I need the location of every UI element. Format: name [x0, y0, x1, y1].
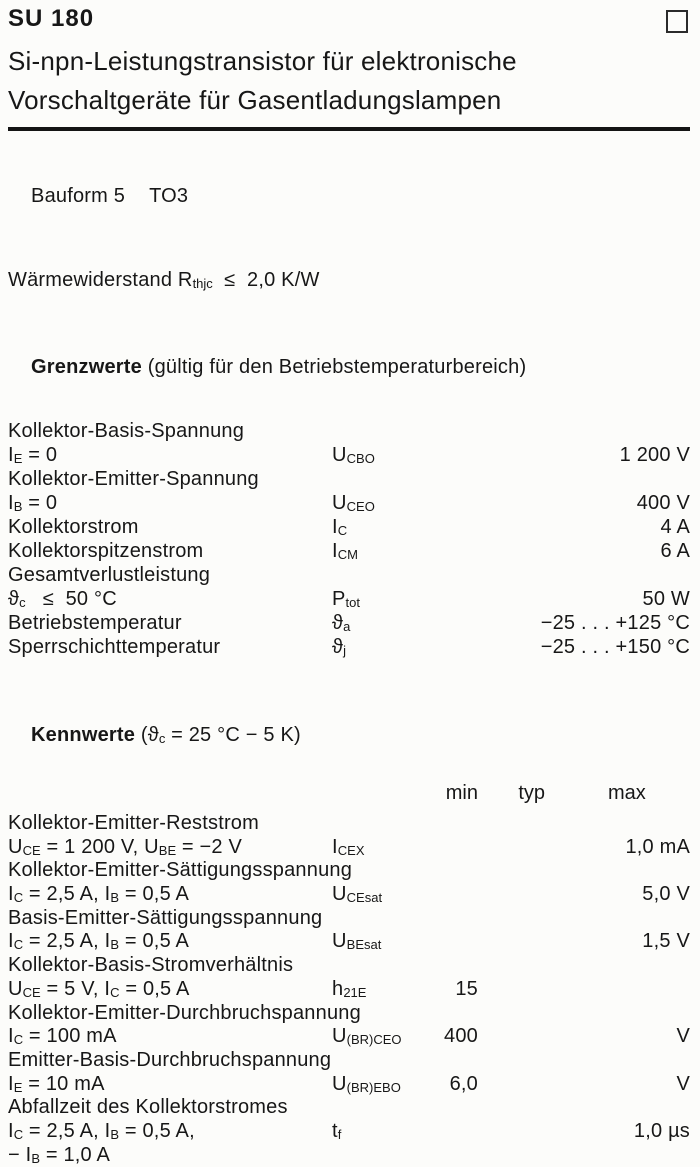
- table-row: [8, 978, 690, 1002]
- row-label: $I_B = 0$: [8, 492, 58, 514]
- row-label: $ϑ_c \le 50$ °C: [8, 588, 117, 610]
- row-value: 1,0 mA: [625, 835, 690, 858]
- table-row: [8, 859, 690, 883]
- row-min: 15: [455, 977, 478, 1000]
- table-row: [8, 836, 690, 860]
- table-row: [8, 587, 690, 611]
- row-value: 1 200 V: [619, 444, 690, 466]
- page-title: SU 180: [8, 5, 95, 32]
- row-label: Kollektor-Basis-Spannung: [8, 420, 245, 442]
- kennwerte-condition: ($ϑ_c = 25$ °C − 5 K): [135, 724, 301, 746]
- row-label: $I_E = 0$: [8, 444, 58, 466]
- case-label: TO3: [149, 185, 189, 207]
- row-symbol: $U_{(BR)CEO}$: [332, 1025, 402, 1048]
- row-symbol: $I_C$: [332, 516, 348, 538]
- row-value: 6 A: [660, 540, 690, 562]
- grenzwerte-heading: [8, 328, 690, 406]
- header: [8, 4, 690, 38]
- row-value: 5,0 V: [642, 883, 690, 906]
- table-row: [8, 954, 690, 978]
- table-row: [8, 1049, 690, 1073]
- row-label: Kollektor-Emitter-Durchbruchspannung: [8, 1001, 361, 1024]
- row-symbol: $U_{(BR)EBO}$: [332, 1072, 401, 1095]
- grenzwerte-table: [8, 419, 690, 659]
- grenzwerte-title: Grenzwerte: [31, 356, 142, 378]
- row-label: Kollektor-Emitter-Spannung: [8, 468, 259, 490]
- column-header-min: min: [445, 782, 478, 804]
- row-label: Betriebstemperatur: [8, 612, 182, 634]
- table-row: [8, 563, 690, 587]
- grenzwerte-title-note: (gültig für den Betriebstemperaturbereich): [141, 356, 527, 378]
- subtitle-line-2: Vorschaltgeräte für Gasentladungslampen: [8, 85, 502, 115]
- row-label: Kollektor-Emitter-Reststrom: [8, 812, 259, 834]
- row-value: 1,5 V: [642, 930, 690, 953]
- row-label: Basis-Emitter-Sättigungsspannung: [8, 906, 323, 929]
- row-symbol: $ϑ_j$: [332, 636, 347, 658]
- table-row: [8, 1025, 690, 1049]
- kennwerte-columns-header: [8, 782, 690, 804]
- row-min: 400: [444, 1025, 478, 1048]
- table-row: [8, 883, 690, 907]
- row-label: Gesamtverlustleistung: [8, 564, 211, 586]
- row-label: $I_E = 10$ mA: [8, 1072, 105, 1095]
- row-label: $I_C = 2,5$ A, $I_B = 0,5$ A,: [8, 1119, 195, 1142]
- row-label: $U_{CE} = 5$ V, $I_C = 0,5$ A: [8, 977, 190, 1000]
- column-header-typ: typ: [518, 782, 545, 804]
- table-row: [8, 1073, 690, 1097]
- row-label: $I_C = 2,5$ A, $I_B = 0,5$ A: [8, 883, 190, 906]
- row-symbol: $I_{CEX}$: [332, 835, 365, 858]
- column-header-max: max: [608, 782, 646, 804]
- row-symbol: $U_{BEsat}$: [332, 930, 382, 953]
- row-value: −25 . . . +125 °C: [540, 612, 690, 634]
- row-value: −25 . . . +150 °C: [540, 636, 690, 658]
- table-row: [8, 907, 690, 931]
- table-row: [8, 812, 690, 836]
- table-row: [8, 539, 690, 563]
- row-value: 400 V: [636, 492, 690, 514]
- table-row: [8, 930, 690, 954]
- row-label: Kollektor-Basis-Stromverhältnis: [8, 954, 294, 977]
- divider-rule: [8, 127, 690, 131]
- row-label: $U_{CE} = 1$ 200 V, $U_{BE} = -2$ V: [8, 835, 243, 858]
- row-label: Sperrschichttemperatur: [8, 636, 221, 658]
- kennwerte-table: [8, 812, 690, 1167]
- table-row: [8, 419, 690, 443]
- row-label: Kollektorstrom: [8, 516, 139, 538]
- corner-square-icon: [666, 10, 688, 33]
- subtitle-line-1: Si-npn-Leistungstransistor für elektronische: [8, 46, 517, 76]
- table-row: [8, 1144, 690, 1167]
- row-symbol: $t_f$: [332, 1119, 342, 1142]
- table-row: [8, 1002, 690, 1026]
- row-symbol: $I_{CM}$: [332, 540, 358, 562]
- row-symbol: $h_{21E}$: [332, 977, 367, 1000]
- bauform-label: Bauform 5: [31, 185, 126, 207]
- table-row: [8, 443, 690, 467]
- kennwerte-title: Kennwerte: [31, 724, 136, 746]
- thermal-resistance-note: Wärmewiderstand $R_{thjc} \le 2,0$ K/W: [8, 269, 320, 291]
- row-label: − $I_B = 1,0$ A: [8, 1143, 111, 1166]
- row-label: Emitter-Basis-Durchbruchspannung: [8, 1048, 332, 1071]
- row-symbol: $P_{tot}$: [332, 588, 361, 610]
- row-min: 6,0: [449, 1072, 478, 1095]
- row-symbol: $U_{CEO}$: [332, 492, 375, 514]
- table-row: [8, 1120, 690, 1144]
- row-label: $I_C = 100$ mA: [8, 1025, 117, 1048]
- table-row: [8, 611, 690, 635]
- row-symbol: $U_{CEsat}$: [332, 883, 383, 906]
- table-row: [8, 467, 690, 491]
- package-line: [8, 160, 690, 232]
- row-label: Kollektor-Emitter-Sättigungsspannung: [8, 859, 353, 882]
- row-value: 4 A: [660, 516, 690, 538]
- table-row: [8, 491, 690, 515]
- row-value: 1,0 µs: [633, 1119, 690, 1142]
- table-row: [8, 515, 690, 539]
- row-value: V: [676, 1025, 690, 1048]
- kennwerte-heading: [8, 696, 690, 774]
- table-row: [8, 635, 690, 659]
- row-symbol: $U_{CBO}$: [332, 444, 375, 466]
- row-label: Kollektorspitzenstrom: [8, 540, 204, 562]
- row-value: 50 W: [642, 588, 690, 610]
- row-symbol: $ϑ_a$: [332, 612, 351, 634]
- table-row: [8, 1096, 690, 1120]
- row-label: Abfallzeit des Kollektorstromes: [8, 1096, 288, 1119]
- row-label: $I_C = 2,5$ A, $I_B = 0,5$ A: [8, 930, 190, 953]
- row-value: V: [676, 1072, 690, 1095]
